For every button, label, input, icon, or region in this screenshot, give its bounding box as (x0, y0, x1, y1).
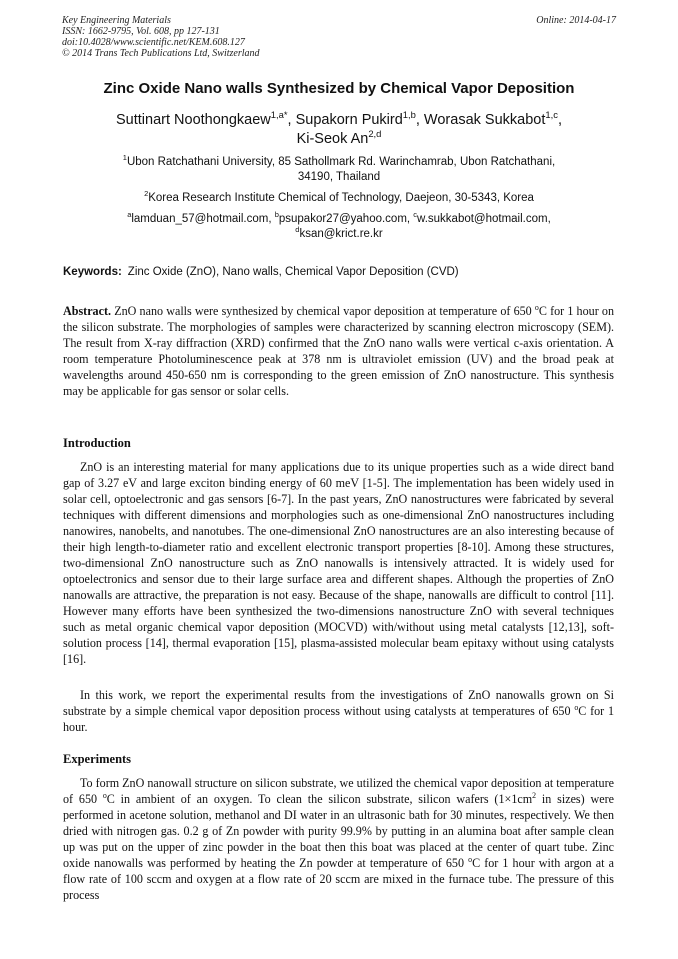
affiliation-2 (40, 191, 638, 206)
keywords-text: Zinc Oxide (ZnO), Nano walls, Chemical Vapor Deposition (CVD) (127, 266, 459, 278)
paragraph-text: C for 1 hour. (63, 704, 615, 734)
email-link: ksan@krict.re.kr (299, 228, 383, 240)
email-mark: b (274, 210, 279, 220)
author-name: Suttinart Noothongkaew (116, 112, 271, 128)
journal-name: Key Engineering Materials (62, 15, 171, 26)
copyright-line: © 2014 Trans Tech Publications Ltd, Switzerland (62, 48, 260, 59)
doi-line: doi:10.4028/www.scientific.net/KEM.608.127 (62, 37, 245, 48)
abstract-label: Abstract. (63, 304, 112, 318)
email-mark: d (295, 225, 300, 235)
author-name: , Supakorn Pukird (287, 112, 403, 128)
email-link: w.sukkabot@hotmail.com, (417, 213, 551, 225)
degree-mark: o (102, 790, 107, 800)
abstract (63, 303, 614, 399)
abstract-text: ZnO nano walls were synthesized by chemical vapor deposition at temperature of 650 (111, 304, 535, 318)
affiliation-mark: 2 (144, 189, 149, 199)
degree-mark: o (468, 854, 473, 864)
affiliation-mark: 1 (122, 153, 127, 163)
paragraph-text: C for 1 hour with argon at a flow rate of 100 sccm and oxygen at a flow rate of 20 sccm are mixed in the furnace tube. The pressure of this process (63, 856, 614, 902)
email-mark: a (127, 210, 132, 220)
keywords-label: Keywords: (63, 266, 122, 278)
author-affiliation-mark: 1,c (545, 109, 558, 121)
degree-mark: o (534, 302, 539, 312)
introduction-paragraph (63, 687, 614, 735)
email-mark: c (413, 210, 418, 220)
paragraph-text: C in ambient of an oxygen. To clean the silicon substrate, silicon wafers (1×1cm (106, 792, 533, 806)
paragraph-text: in sizes) were performed in acetone solution, methanol and DI water in an ultrasonic bath for 30 minutes, respectively. We then dried with nitrogen gas. 0.2 g of Zn powder with purity 99.9% by putting in an alumina boat after sample clean up was put on the upper of zinc powder in the boat then this boat was placed at the center of quart tube. Zinc oxide nanowalls was performed by heating the Zn powder at temperature of 650 (63, 792, 614, 870)
section-heading-introduction: Introduction (63, 436, 131, 450)
introduction-paragraph: ZnO is an interesting material for many applications due to its unique properties such as a wide direct band gap of 3.27 eV and large exciton binding energy of 60 meV [1-5]. The implementation has been widely used in solar cell, optoelectronic and gas sensors [6-7]. In the past years, ZnO nanostructures were fabricated by several techniques with different dimensions and morphologies such as one-dimensional ZnO nanostructures including nanowires, nanobelts, and nanotubes. The one-dimensional ZnO nanostructures are an also interesting because of their high length-to-diameter ratio and excellent electronic transport properties [8-10]. Among these structures, two-dimensional ZnO nanostructure such as ZnO nanowalls is intensively attracted. It is widely used for optoelectronics and sensor due to their large surface area and different shapes. Although the properties of ZnO nanowalls are attractive, the preparation is not easy. Because of the shape, nanowalls are difficult to control [11]. However many efforts have been synthesized the two-dimensions nanostructure ZnO with several techniques such as metal organic chemical vapor deposition (MOCVD) with/without using metal catalysts [12,13], soft-solution process [14], thermal evaporation [15], plasma-assisted molecular beam epitaxy without using catalysts [16]. (63, 460, 614, 666)
email-link: lamduan_57@hotmail.com, (131, 213, 275, 225)
squared-mark: 2 (532, 790, 537, 800)
author-affiliation-mark: 2,d (368, 128, 382, 140)
journal-header (62, 15, 260, 59)
author-name: , Worasak Sukkabot (415, 112, 546, 128)
online-date: Online: 2014-04-17 (536, 15, 616, 26)
issn-line: ISSN: 1662-9795, Vol. 608, pp 127-131 (62, 26, 220, 37)
section-heading-experiments: Experiments (63, 752, 132, 766)
email-link: psupakor27@yahoo.com, (278, 213, 414, 225)
paragraph-text: In this work, we report the experimental results from the investigations of ZnO nanowalls grown on Si substrate by a simple chemical vapor deposition process without using catalysts at temperatures of 650 (63, 688, 614, 718)
experiments-paragraph (63, 775, 614, 903)
author-affiliation-mark: 1,a* (270, 109, 288, 121)
degree-mark: o (574, 702, 579, 712)
abstract-text: C for 1 hour on the silicon substrate. The morphologies of samples were characterized by scanning electron microscopy (SEM). The result from X-ray diffraction (XRD) confirmed that the ZnO nano walls were vertical c-axis orientation. A room temperature Photoluminescence peak at 378 nm is ultraviolet emission (UV) and the broad peak at wavelengths around 450-650 nm is corresponding to the green emission of ZnO nanostructure. This synthesis may be applicable for gas sensor or solar cells. (63, 304, 614, 398)
author-list (40, 111, 638, 149)
author-affiliation-mark: 1,b (402, 109, 416, 121)
affiliation-1 (40, 155, 638, 185)
affiliation-text: Korea Research Institute Chemical of Technology, Daejeon, 30-5343, Korea (148, 192, 534, 204)
keywords (63, 266, 615, 278)
paragraph-text: To form ZnO nanowall structure on silicon substrate, we utilized the chemical vapor deposition at temperature of 650 (63, 776, 614, 806)
affiliation-text: 34190, Thailand (297, 171, 381, 183)
paper-title: Zinc Oxide Nano walls Synthesized by Chemical Vapor Deposition (103, 80, 575, 97)
author-name: Ki-Seok An (296, 131, 369, 147)
affiliation-text: Ubon Ratchathani University, 85 Sathollmark Rd. Warinchamrab, Ubon Ratchathani, (126, 156, 556, 168)
author-separator: , (557, 112, 562, 128)
author-emails (40, 212, 638, 242)
